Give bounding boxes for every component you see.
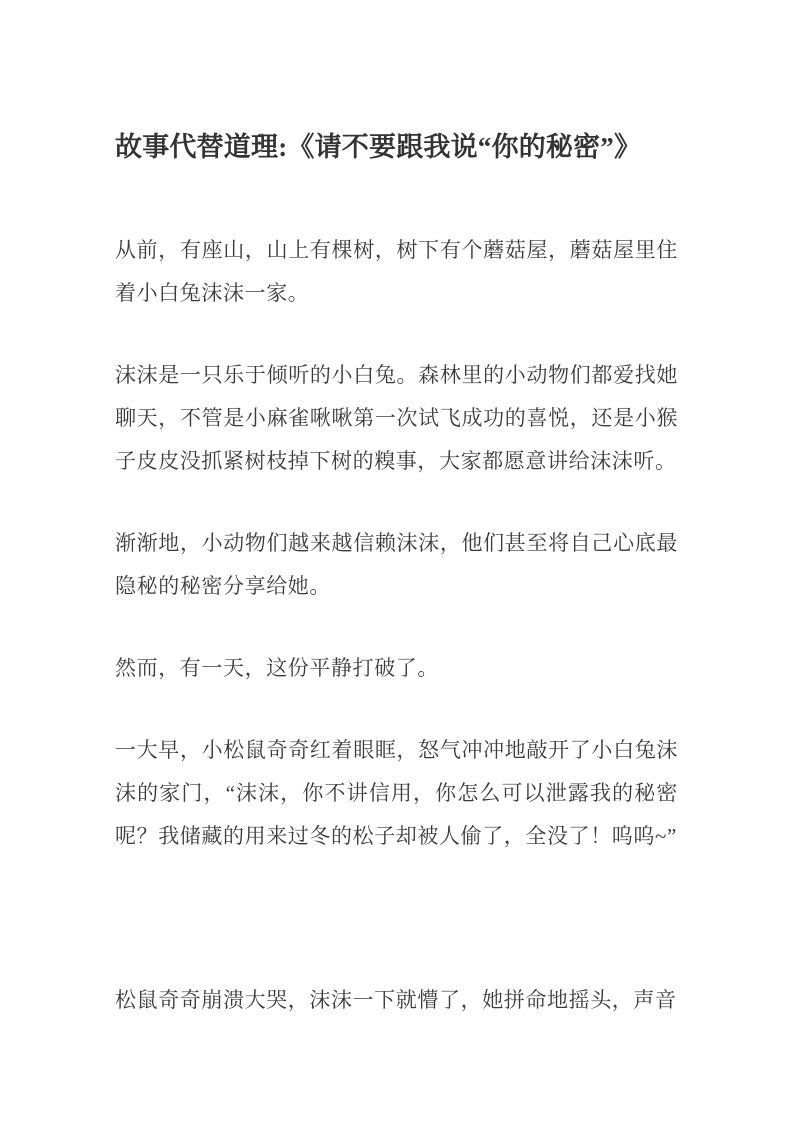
paragraph-calm-broken: 然而，有一天，这份平静打破了。 xyxy=(115,656,439,680)
paragraph-trust: 渐渐地，小动物们越来越信赖沫沫，他们甚至将自己心底最隐秘的秘密分享给她。 xyxy=(115,531,678,598)
paragraph-squirrel-crying: 松鼠奇奇崩溃大哭，沫沫一下就懵了，她拼命地摇头，声音 xyxy=(115,988,677,1012)
paragraph-listening-rabbit: 沫沫是一只乐于倾听的小白兔。森林里的小动物们都爱找她聊天，不管是小麻雀啾啾第一次试飞成功的喜悦，还是小猴子皮皮没抓紧树枝掉下树的糗事，大家都愿意讲给沫沫听。 xyxy=(115,363,678,473)
paragraph-intro: 从前，有座山，山上有棵树，树下有个蘑菇屋，蘑菇屋里住着小白兔沫沫一家。 xyxy=(115,238,678,305)
paragraph-squirrel-accusation: 一大早，小松鼠奇奇红着眼眶，怒气冲冲地敲开了小白兔沫沫的家门，“沫沫，你不讲信用，你怎么可以泄露我的秘密呢？我储藏的用来过冬的松子却被人偷了，全没了！呜呜~” xyxy=(115,738,678,848)
document-title: 故事代替道理:《请不要跟我说“你的秘密”》 xyxy=(115,132,642,162)
